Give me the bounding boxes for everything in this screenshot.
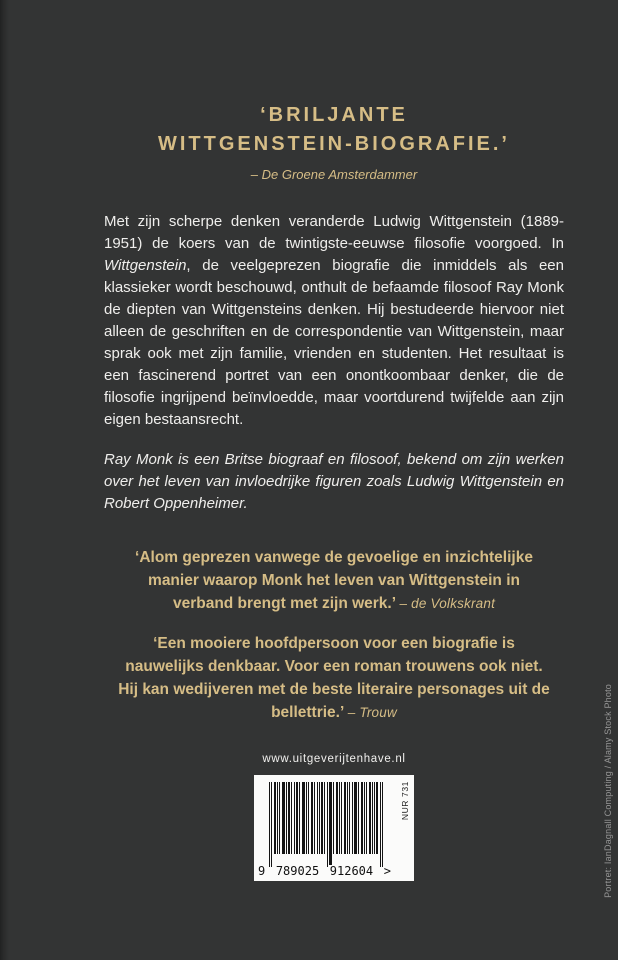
barcode-bar [380,782,381,867]
synopsis-text-part2: , de veelgeprezen biografie die inmiddels als een klassieker wordt beschouwd, onthult de befaamde filosoof Ray Monk de diepten van Wittgensteins denken. Hij bestudeerde hiervoor niet alleen de geschriften en de correspondentie van Wittgenstein, maar sprak ook met zijn familie, vrienden en studenten. Het resultaat is een fascinerend portret van een onontkoombaar denker, die de filosofie ingrijpend beïnvloedde, maar voortdurend twijfelde aan zijn eigen bestaansrecht. [104,257,564,428]
barcode-prefix-digit: 9 [258,864,266,878]
barcode-bar [336,782,338,854]
nur-code: NUR 731 [400,781,410,821]
barcode-bar [269,782,270,867]
barcode-digit-group2: 912604 [329,864,374,878]
barcode-bar [333,782,334,854]
barcode-bar [294,782,295,854]
press-quote-trouw-text: ‘Een mooiere hoofdpersoon voor een biografie is nauwelijks denkbaar. Voor een roman trouwens ook niet. Hij kan wedijveren met de beste literaire personages uit de bellettrie.’ [118,635,550,721]
publisher-website: www.uitgeverijtenhave.nl [262,753,406,765]
headline-quote-line2: WITTGENSTEIN-BIOGRAFIE.’ [158,133,510,155]
barcode-bar [279,782,280,854]
barcode-bar [374,782,375,854]
barcode-bar [354,782,357,854]
barcode-bar [308,782,309,854]
barcode-bar [291,782,292,854]
press-quote-volkskrant-text: ‘Alom geprezen vanwege de gevoelige en inzichtelijke manier waarop Monk het leven van Wittgenstein in verband brengt met zijn werk.’ [135,549,533,612]
barcode-bar [324,782,325,854]
barcode-bar [352,782,353,854]
barcode-bar [299,782,300,854]
barcode-bar [288,782,290,854]
headline-quote-line1: ‘BRILJANTE [260,104,408,126]
barcode-bar [271,782,272,867]
synopsis-paragraph [104,211,564,431]
barcode-bar [311,782,313,854]
barcode-bar [366,782,367,854]
barcode-bar [349,782,350,854]
barcode-arrow: > [383,864,391,878]
barcode-bar [321,782,323,854]
barcode-bar [347,782,348,854]
barcode-bar [376,782,378,854]
barcode-bar [344,782,346,854]
barcode-bar [277,782,278,854]
barcode-bar [286,782,287,854]
barcode-bar [369,782,371,854]
press-quote-volkskrant [116,546,552,615]
barcode-bar [358,782,359,854]
barcode-bar [382,782,383,867]
barcode-bar [306,782,307,854]
barcode-digits [257,865,392,878]
barcode [254,775,414,881]
barcode-bar [282,782,285,854]
press-quote-volkskrant-attribution: – de Volkskrant [399,596,496,611]
synopsis-text-part1: Met zijn scherpe denken veranderde Ludwig Wittgenstein (1889-1951) de koers van de twintigste-eeuwse filosofie voorgoed. In [104,213,564,252]
barcode-bar [327,782,328,867]
barcode-bar [361,782,363,854]
author-bio: Ray Monk is een Britse biograaf en filosoof, bekend om zijn werken over het leven van invloedrijke figuren zoals Ludwig Wittgenstein en Robert Oppenheimer. [104,451,564,512]
book-title-italic: Wittgenstein [104,257,187,274]
barcode-bar [317,782,318,854]
barcode-bar [329,782,332,867]
barcode-bar [364,782,365,854]
photo-credit: Portret: IanDagnall Computing / Alamy Stock Photo [603,684,613,898]
barcode-bars [269,782,387,868]
barcode-bar [314,782,315,854]
barcode-bar [339,782,340,854]
barcode-bar [372,782,373,854]
headline-quote [104,101,564,182]
barcode-bar [341,782,342,854]
barcode-digit-group1: 789025 [275,864,320,878]
barcode-bar [274,782,276,854]
press-quote-trouw [116,632,552,724]
barcode-bar [302,782,305,854]
headline-quote-attribution: – De Groene Amsterdammer [250,167,418,182]
barcode-bar [296,782,298,854]
barcode-bar [319,782,320,854]
press-quote-trouw-attribution: – Trouw [347,705,397,720]
